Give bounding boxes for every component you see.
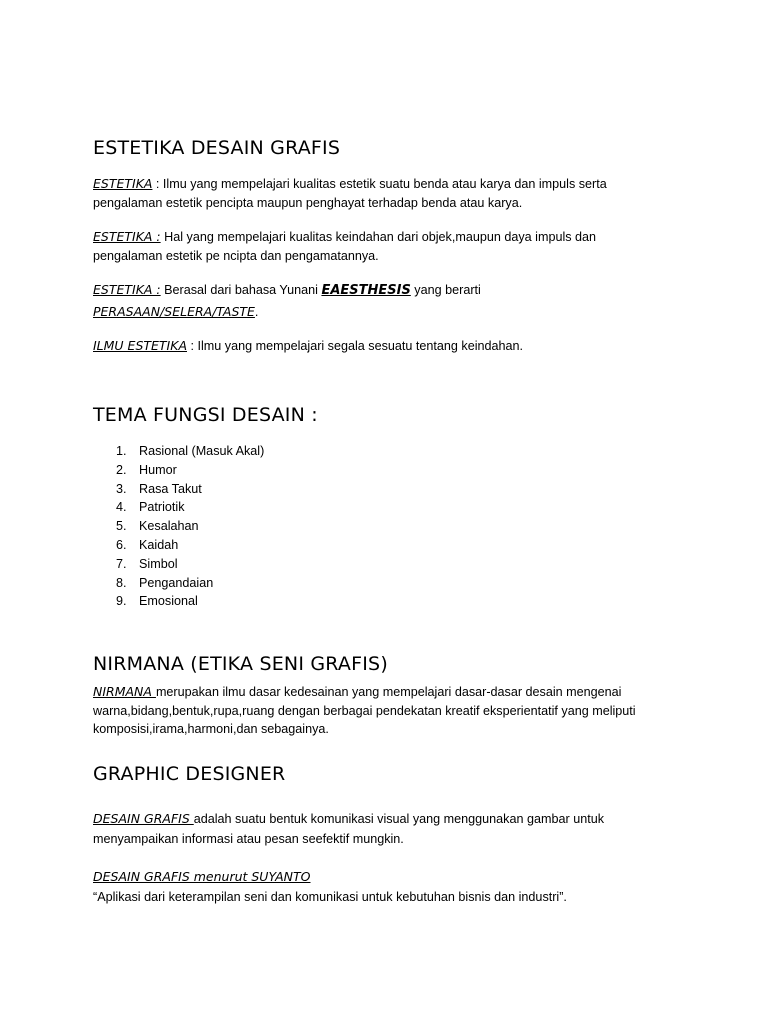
nirmana-line-2: warna,bidang,bentuk,rupa,ruang dengan berbagai pendekatan kreatif eksperientatif yang meliputi [93,704,636,718]
definition-3-text-a: Berasal dari bahasa Yunani [160,283,322,297]
list-number: 5. [116,519,127,534]
term-desain-grafis-suyanto: DESAIN GRAFIS menurut SUYANTO [93,869,311,884]
list-label: Emosional [139,594,198,609]
heading-tema-fungsi-desain: TEMA FUNGSI DESAIN : [93,404,318,426]
list-number: 6. [116,537,127,552]
definition-1-line-1 [93,175,607,193]
list-label: Rasional (Masuk Akal) [139,444,265,458]
term-eaesthesis: EAESTHESIS [321,283,411,298]
heading-nirmana: NIRMANA (ETIKA SENI GRAFIS) [93,653,388,675]
definition-4-text: : Ilmu yang mempelajari segala sesuatu tentang keindahan. [187,339,524,353]
definition-3-text-b: yang berarti [410,283,481,297]
suyanto-quote: “Aplikasi dari keterampilan seni dan komunikasi untuk kebutuhan bisnis dan industri”. [93,890,567,904]
list-number: 3. [116,481,127,496]
term-nirmana: NIRMANA [93,684,156,699]
term-desain-grafis: DESAIN GRAFIS [93,811,194,826]
definition-3-line-2 [93,303,258,321]
list-label: Pengandaian [139,575,214,590]
list-label: Humor [139,462,177,477]
definition-2-line-2: pengalaman estetik pe ncipta dan pengamatannya. [93,249,379,263]
definition-2-text: Hal yang mempelajari kualitas keindahan dari objek,maupun daya impuls dan [160,230,597,244]
list-label: Kesalahan [139,519,199,534]
list-number: 9. [116,594,127,609]
list-number: 7. [116,556,127,571]
nirmana-line-3: komposisi,irama,harmoni,dan sebagainya. [93,722,329,736]
nirmana-text: merupakan ilmu dasar kedesainan yang mempelajari dasar-dasar desain mengenai [155,685,622,699]
list-number: 1. [116,444,127,458]
list-number: 8. [116,575,127,590]
definition-3-text-c: . [254,305,259,319]
list-label: Kaidah [139,537,179,552]
term-perasaan-selera-taste: PERASAAN/SELERA/TASTE [93,304,255,319]
list-number: 4. [116,500,127,515]
desain-grafis-suyanto-line [93,868,311,886]
nirmana-line-1 [93,683,621,701]
list-label: Patriotik [139,500,185,515]
term-estetika: ESTETIKA : [93,229,161,244]
desain-grafis-text: adalah suatu bentuk komunikasi visual yang menggunakan gambar untuk [193,812,604,826]
definition-2-line-1 [93,228,596,246]
desain-grafis-line-1 [93,810,604,828]
heading-graphic-designer: GRAPHIC DESIGNER [93,763,286,785]
desain-grafis-line-2: menyampaikan informasi atau pesan seefektif mungkin. [93,832,404,846]
definition-4-line-1 [93,337,523,355]
term-estetika: ESTETIKA [93,176,153,191]
definition-1-text: : Ilmu yang mempelajari kualitas estetik suatu benda atau karya dan impuls serta [152,177,607,191]
definition-3-line-1 [93,281,481,300]
definition-1-line-2: pengalaman estetik pencipta maupun penghayat terhadap benda atau karya. [93,196,523,210]
list-label: Rasa Takut [139,481,202,496]
term-estetika: ESTETIKA : [93,282,161,297]
term-ilmu-estetika: ILMU ESTETIKA [93,338,187,353]
list-number: 2. [116,462,127,477]
list-label: Simbol [139,556,178,571]
heading-estetika-desain-grafis: ESTETIKA DESAIN GRAFIS [93,137,341,159]
